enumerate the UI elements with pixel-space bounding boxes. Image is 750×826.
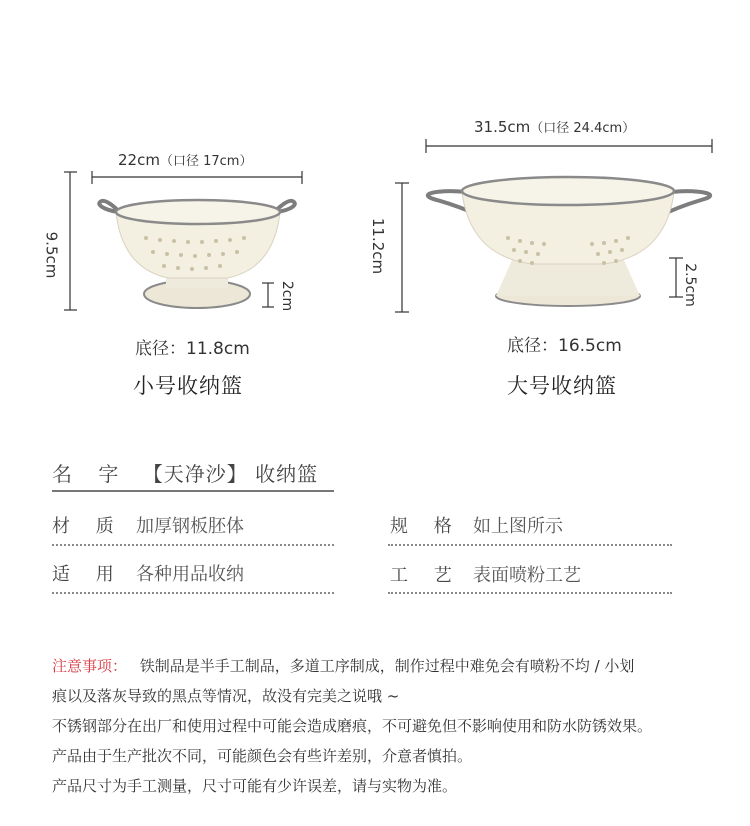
small-mouth-value: （口径 17cm）: [159, 154, 253, 169]
spec-material-value: 加厚钢板胚体: [136, 516, 244, 537]
small-height-dimension: [64, 172, 77, 310]
small-foot-dimension: [262, 283, 274, 307]
spec-use-value: 各种用品收纳: [136, 564, 244, 585]
large-mouth-value: （口径 24.4cm）: [530, 121, 636, 136]
spec-use-divider: [52, 592, 334, 594]
spec-use-key: 适 用: [52, 564, 124, 585]
spec-size-key: 规 格: [390, 516, 462, 537]
spec-size-divider: [388, 544, 672, 546]
small-foot-label: 2cm: [279, 280, 296, 312]
large-width-dimension: [426, 139, 712, 153]
notes-block: [52, 651, 742, 801]
spec-craft-divider: [388, 592, 672, 594]
spec-name-underline: [52, 490, 334, 492]
small-colander-drawing: [40, 160, 360, 350]
spec-name-value: 【天净沙】 收纳篮: [142, 462, 319, 486]
notes-label: 注意事项：: [52, 657, 128, 675]
notes-line-1-text: 铁制品是半手工制品，多道工序制成，制作过程中难免会有喷粉不均 / 小划: [139, 657, 635, 675]
small-rim: [116, 200, 280, 224]
small-width-dimension: [92, 171, 302, 184]
spec-name-row: [52, 458, 318, 487]
spec-material-key: 材 质: [52, 516, 124, 537]
spec-name-key: 名 字: [52, 462, 129, 486]
large-width-value: 31.5cm: [474, 118, 531, 136]
notes-line-4: 产品由于生产批次不同，可能颜色会有些许差别，介意者慎拍。: [52, 747, 473, 765]
large-height-label: 11.2cm: [369, 217, 388, 275]
small-product-name: 小号收纳篮: [133, 374, 243, 398]
large-base-label: 底径：16.5cm: [507, 336, 622, 356]
large-height-dimension: [395, 183, 409, 312]
notes-line-3: 不锈钢部分在出厂和使用过程中可能会造成磨痕，不可避免但不影响使用和防水防锈效果。: [52, 717, 653, 735]
large-product-name: 大号收纳篮: [507, 374, 617, 398]
spec-craft-key: 工 艺: [390, 565, 462, 586]
small-width-value: 22cm: [118, 151, 160, 169]
small-height-label: 9.5cm: [42, 231, 61, 279]
notes-line-2: 痕以及落灰导致的黑点等情况，故没有完美之说哦 ~: [52, 687, 400, 705]
notes-line-1: [52, 651, 742, 681]
small-base-label: 底径：11.8cm: [135, 339, 250, 359]
large-foot-label: 2.5cm: [681, 263, 698, 307]
notes-line-5: 产品尺寸为手工测量，尺寸可能有少许误差，请与实物为准。: [52, 777, 458, 795]
spec-size-value: 如上图所示: [473, 516, 563, 537]
spec-craft-value: 表面喷粉工艺: [473, 565, 581, 586]
spec-material-divider: [52, 544, 334, 546]
large-rim: [462, 177, 674, 205]
